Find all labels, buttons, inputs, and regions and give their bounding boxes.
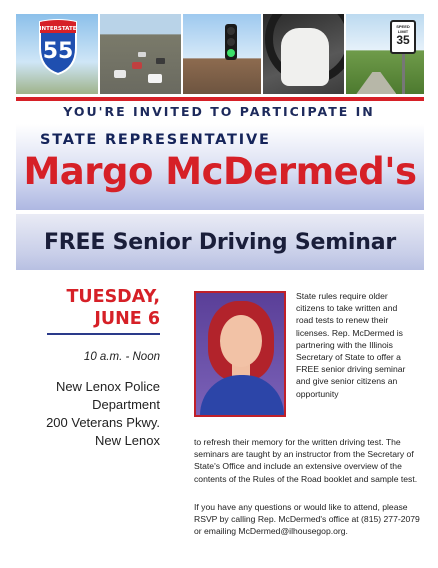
interstate-word: INTERSTATE: [39, 26, 77, 32]
traffic-light-icon: [225, 24, 237, 60]
interstate-number: 55: [42, 39, 74, 64]
rsvp-paragraph: If you have any questions or would like to attend, please RSVP by calling Rep. McDermed's office at (815) 277-2079 or emailing McDermed@ilhousegop.org.: [194, 502, 420, 537]
invitation-line: YOU'RE INVITED TO PARTICIPATE IN: [63, 104, 375, 119]
interstate-shield-icon: [36, 18, 80, 76]
event-time: 10 a.m. - Noon: [83, 351, 160, 363]
intro-continued-paragraph: to refresh their memory for the written driving test. The seminars are taught by an instructor from the Secretary of State's Office and include an extensive overview of the contents of the Rules of the Road booklet and sample test.: [194, 437, 418, 484]
state-representative-label: STATE REPRESENTATIVE: [40, 132, 271, 148]
photo-strip: [16, 14, 424, 94]
representative-photo: [194, 291, 286, 417]
location-line: Department: [92, 397, 160, 412]
representative-name: Margo McDermed's: [23, 150, 417, 193]
seminar-title: FREE Senior Driving Seminar: [43, 229, 397, 255]
location-line: New Lenox: [94, 433, 160, 448]
red-divider: [16, 97, 424, 101]
event-date: [30, 286, 160, 330]
steering-wheel-photo: [263, 14, 345, 94]
event-month-day: JUNE 6: [94, 309, 160, 329]
intro-paragraph: State rules require older citizens to take written and road tests to renew their licenses. Rep. McDermed is partnering with the Illinois Secretary of State to offer a FREE senior driving seminar and give senior citizens an opportunity: [296, 291, 406, 399]
event-location: [30, 378, 160, 450]
cars-icon: [108, 44, 174, 90]
representative-banner: [16, 124, 424, 210]
location-line: 200 Veterans Pkwy.: [46, 415, 160, 430]
event-day: TUESDAY,: [66, 287, 160, 307]
highway-traffic-photo: [100, 14, 182, 94]
speed-number: 35: [396, 33, 410, 47]
speed-limit-sign-icon: [390, 20, 416, 54]
road-icon: [356, 72, 396, 94]
glove-icon: [281, 28, 329, 86]
location-line: New Lenox Police: [55, 379, 160, 394]
limit-word: LIMIT: [397, 29, 409, 34]
date-underline: [47, 333, 160, 335]
sign-post: [402, 54, 405, 94]
street-light-photo: [183, 14, 261, 94]
interstate-photo: [16, 14, 98, 94]
seminar-banner: [16, 214, 424, 270]
speed-word: SPEED: [396, 24, 410, 29]
speed-limit-photo: [346, 14, 424, 94]
